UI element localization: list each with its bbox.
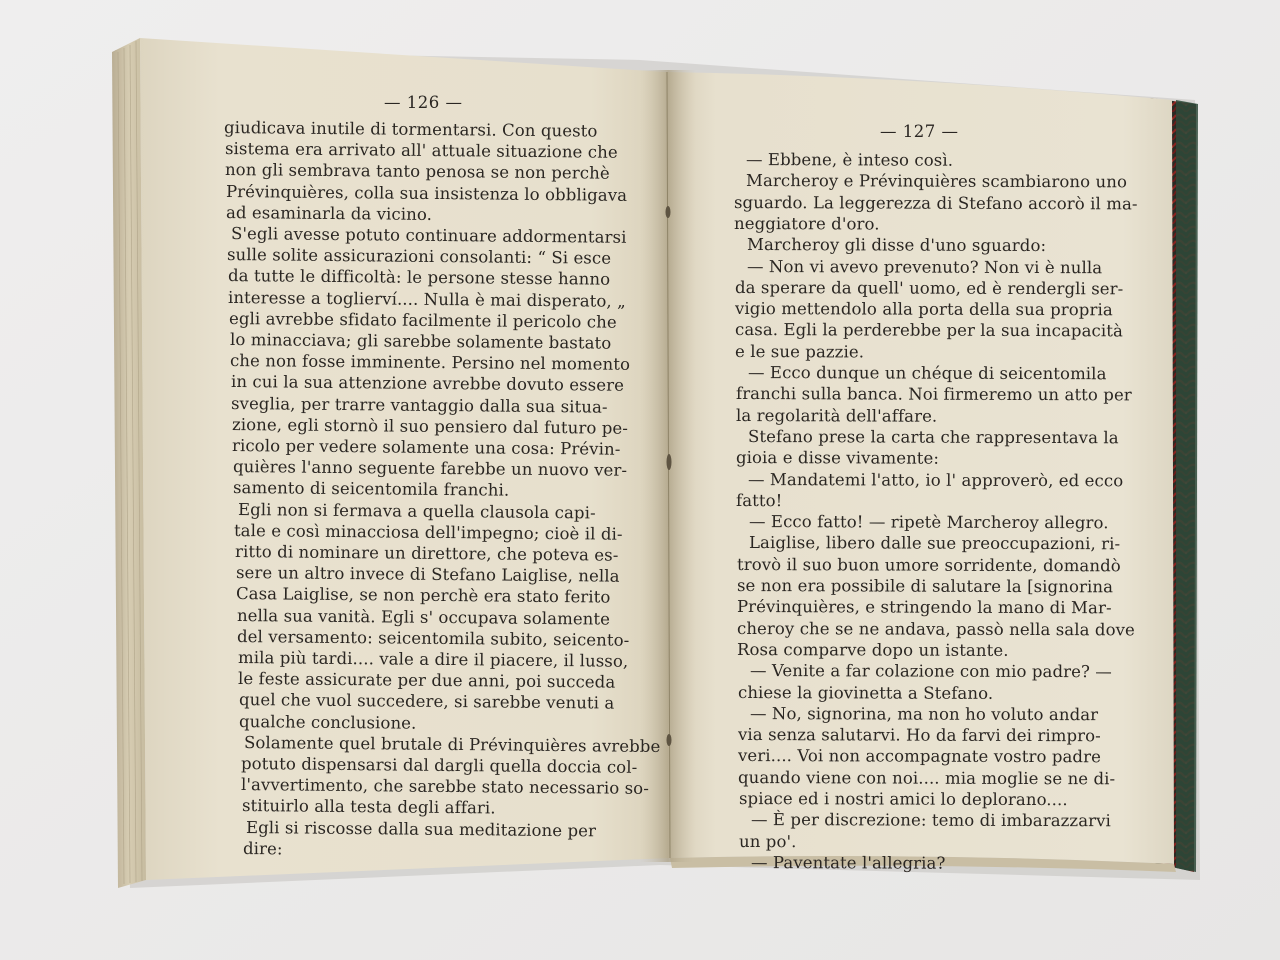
left-page-line: samento di seicentomila franchi. [233,478,510,501]
left-page-line: zione, egli stornò il suo pensiero dal futuro pe- [231,414,628,438]
right-page-line: — Non vi avevo prevenuto? Non vi è nulla [746,256,1103,277]
left-page-line: tale e così minacciosa dell'impegno; cioè il di- [234,520,624,544]
left-page-line: giudicava inutile di tormentarsi. Con questo [223,118,598,141]
right-page-line: — Mandatemi l'atto, io l' approverò, ed ecco [748,469,1124,490]
right-page-line: via senza salutarvi. Ho da farvi dei rimpro- [738,725,1101,746]
left-page-number: — 126 — [384,93,463,112]
left-page-line: ritto di nominare un direttore, che poteva es- [234,542,619,565]
left-page-line: egli avrebbe sfidato facilmente il pericolo che [228,308,617,332]
left-page-line: del versamento: seicentomila subito, seicento- [237,626,630,650]
left-page-line: lo minacciava; gli sarebbe solamente bastato [229,330,611,353]
right-page-line: da sperare da quell' uomo, ed è rendergli ser- [734,277,1124,299]
left-page-line: nella sua vanità. Egli s' occupava solamente [236,605,610,629]
left-page-line: ricolo per vedere solamente una cosa: Prévin- [232,436,621,459]
left-page-line: sveglia, per trarre vantaggio dalla sua situa- [231,393,608,417]
left-page-line: non gli sembrava tanto penosa se non perchè [225,160,610,184]
right-page-line: e le sue pazzie. [735,341,865,362]
right-page-line: Prévinquières, e stringendo la mano di Mar- [737,597,1112,618]
right-page-line: — Ebbene, è inteso così. [745,150,954,170]
right-page-line: fatto! [736,490,783,510]
left-page-line: Solamente quel brutale di Prévinquières avrebbe [243,732,661,756]
right-page-line: veri.... Voi non accompagnate vostro padre [738,746,1102,767]
right-page-line: franchi sulla banca. Noi firmeremo un atto per [735,384,1132,405]
right-page-line: Marcheroy gli disse d'uno sguardo: [746,235,1046,256]
right-page-line: — Paventate l'allegria? [750,852,946,873]
right-page-line: — Venite a far colazione con mio padre? — [749,661,1112,682]
left-page-line: Casa Laiglise, se non perchè era stato ferito [236,584,611,607]
right-page-line: gioia e disse vivamente: [736,448,940,468]
left-page-line: Prévinquières, colla sua insistenza lo obbligava [225,181,627,205]
right-page-line: se non era possibile di salutare la [signorina [736,576,1114,597]
right-page-line: neggiatore d'oro. [734,213,881,234]
left-page-line: le feste assicurate per due anni, poi succeda [238,669,616,692]
right-page-line: la regolarità dell'affare. [735,405,938,426]
left-page-line: in cui la sua attenzione avrebbe dovuto essere [230,372,624,396]
right-page-line: Stefano prese la carta che rappresentava la [747,426,1119,448]
left-page-line: dire: [242,838,283,859]
right-page-line: casa. Egli la perderebbe per la sua incapacità [735,320,1124,341]
right-page-line: — Ecco fatto! — ripetè Marcheroy allegro. [748,512,1109,533]
left-page-line: stituirlo alla testa degli affari. [241,796,496,818]
left-page-line: mila più tardi.... vale a dire il piacere, il lusso, [237,648,629,671]
right-page-number: — 127 — [880,122,959,141]
right-page-line: Rosa comparve dopo un istante. [737,639,1010,660]
left-page-line: potuto dispensarsi dal dargli quella doccia col- [240,754,637,777]
right-page-line: chiese la giovinetta a Stefano. [737,682,993,703]
right-page-line: cheroy che se ne andava, passò nella sala dove [737,618,1136,639]
left-page-line: Egli si riscosse dalla sua meditazione per [246,817,597,840]
right-page-line: — No, signorina, ma non ho voluto andar [749,703,1099,725]
left-page-line: quel che vuol succedere, si sarebbe venuti a [238,690,615,713]
left-page-line: sere un altro invece di Stefano Laiglise, nella [235,563,620,586]
left-page-line: ad esaminarla da vicino. [226,202,433,224]
right-page-line: vigio mettendolo alla porta della sua propria [735,299,1113,320]
left-page-line: Egli non si fermava a quella clausola capi- [237,499,596,523]
left-page-line: qualche conclusione. [239,711,417,733]
right-page-line: — Ecco dunque un chéque di seicentomila [747,363,1107,384]
right-page-line: trovò il suo buon umore sorridente, domandò [736,554,1121,576]
right-page-line: quando viene con noi.... mia moglie se ne di- [738,767,1116,789]
right-page-line: Laiglise, libero dalle sue preoccupazioni, ri- [748,533,1120,554]
right-page-line: un po'. [738,831,797,851]
right-page-line: spiace ed i nostri amici lo deplorano.... [738,789,1068,810]
right-page-line: Marcheroy e Prévinquières scambiarono uno [746,171,1128,192]
left-page-line: sulle solite assicurazioni consolanti: “ Si esce [227,245,612,268]
left-page-line: interesse a toglierví.... Nulla è mai disperato, „ [228,287,627,311]
left-page-line: che non fosse imminente. Persino nel momento [229,351,631,375]
left-page-line: S'egli avesse potuto continuare addormentarsi [230,224,627,247]
left-page-line: l'avvertimento, che sarebbe stato necessario so- [240,775,650,799]
left-page-line: da tutte le difficoltà: le persone stesse hanno [227,266,611,290]
cover-spine [1176,100,1198,872]
left-page-line: sistema era arrivato all' attuale situazione che [224,139,618,162]
right-page-line: sguardo. La leggerezza di Stefano accorò il ma- [734,192,1138,214]
right-page-line: — È per discrezione: temo di imbarazzarvi [750,810,1111,831]
left-page-line: quières l'anno seguente farebbe un nuovo ver- [232,457,627,480]
